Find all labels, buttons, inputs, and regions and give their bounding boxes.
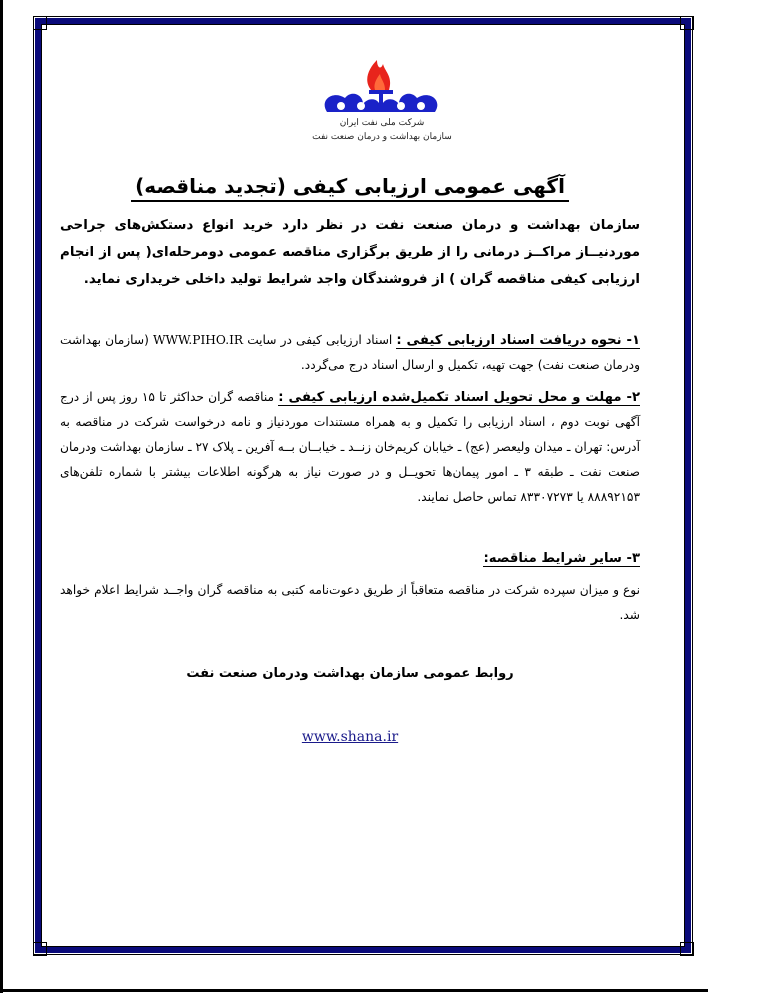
page-title: [60, 174, 640, 198]
section-3-heading: ۳- سایر شرایط مناقصه:: [483, 551, 640, 566]
corner-ornament: [680, 16, 694, 30]
corner-ornament: [33, 942, 47, 956]
section-1-text-b: (سازمان بهداشت ودرمان صنعت نفت) جهت تهیه، تکمیل و ارسال اسناد درج می‌گردد.: [60, 333, 640, 372]
announcement-body: [60, 24, 640, 924]
corner-ornament: [33, 16, 47, 30]
intro-paragraph: سازمان بهداشت و درمان صنعت نفت در نظر دارد خرید انواع دستکش‌های جراحی موردنیــاز مراکــز درمانی را از طریق برگزاری مناقصه عمومی دومرحله‌ای( پس از انجام ارزیابی کیفی مناقصه گران ) از فروشندگان واجد شرایط تولید داخلی خریداری نماید.: [60, 218, 640, 287]
section-3-text: نوع و میزان سپرده شرکت در مناقصه متعاقباً از طریق دعوت‌نامه کتبی به مناقصه گران واجــد شرایط اعلام خواهد شد.: [60, 583, 640, 622]
section-2-heading: ۲- مهلت و محل تحویل اسناد تکمیل‌شده ارزیابی کیفی :: [278, 390, 640, 405]
section-1: [60, 328, 640, 378]
section-1-heading: ۱- نحوه دریافت اسناد ارزیابی کیفی :: [396, 333, 640, 348]
section-1-text-a: اسناد ارزیابی کیفی در سایت: [243, 333, 397, 347]
shana-website-link[interactable]: www.shana.ir: [301, 729, 399, 745]
section-2: [60, 385, 640, 510]
website-footer: [60, 726, 640, 745]
corner-ornament: [680, 942, 694, 956]
section-2-text: مناقصه گران حداکثر تا ۱۵ روز پس از درج آگهی نوبت دوم ، اسناد ارزیابی را تکمیل و به همراه مستندات موردنیاز و نامه درخواست شرکت در مناقصه به آدرس: تهران ـ میدان ولیعصر (عج) ـ خیابان کریم‌خان زنــد ـ خیابــان بــه آفرین ـ پلاک ۲۷ ـ سازمان بهداشت ودرمان صنعت نفت ـ طبقه ۳ ـ امور پیمان‌ها تحویــل و در صورت نیاز به هرگونه اطلاعات بیشتر با شماره تلفن‌های ۸۸۸۹۲۱۵۳ یا ۸۳۳۰۷۲۷۳ تماس حاصل نمایند.: [60, 390, 641, 504]
signature: روابط عمومی سازمان بهداشت ودرمان صنعت نفت: [186, 666, 514, 681]
title-text: آگهی عمومی ارزیابی کیفی (تجدید مناقصه): [131, 174, 569, 202]
logo-company-name: شرکت ملی نفت ایران: [339, 118, 425, 128]
logo-org-name: سازمان بهداشت و درمان صنعت نفت: [312, 132, 452, 142]
page-left-edge: [0, 0, 3, 993]
piho-site-link[interactable]: WWW.PIHO.IR: [152, 333, 244, 347]
page-bottom-edge: [0, 989, 708, 992]
